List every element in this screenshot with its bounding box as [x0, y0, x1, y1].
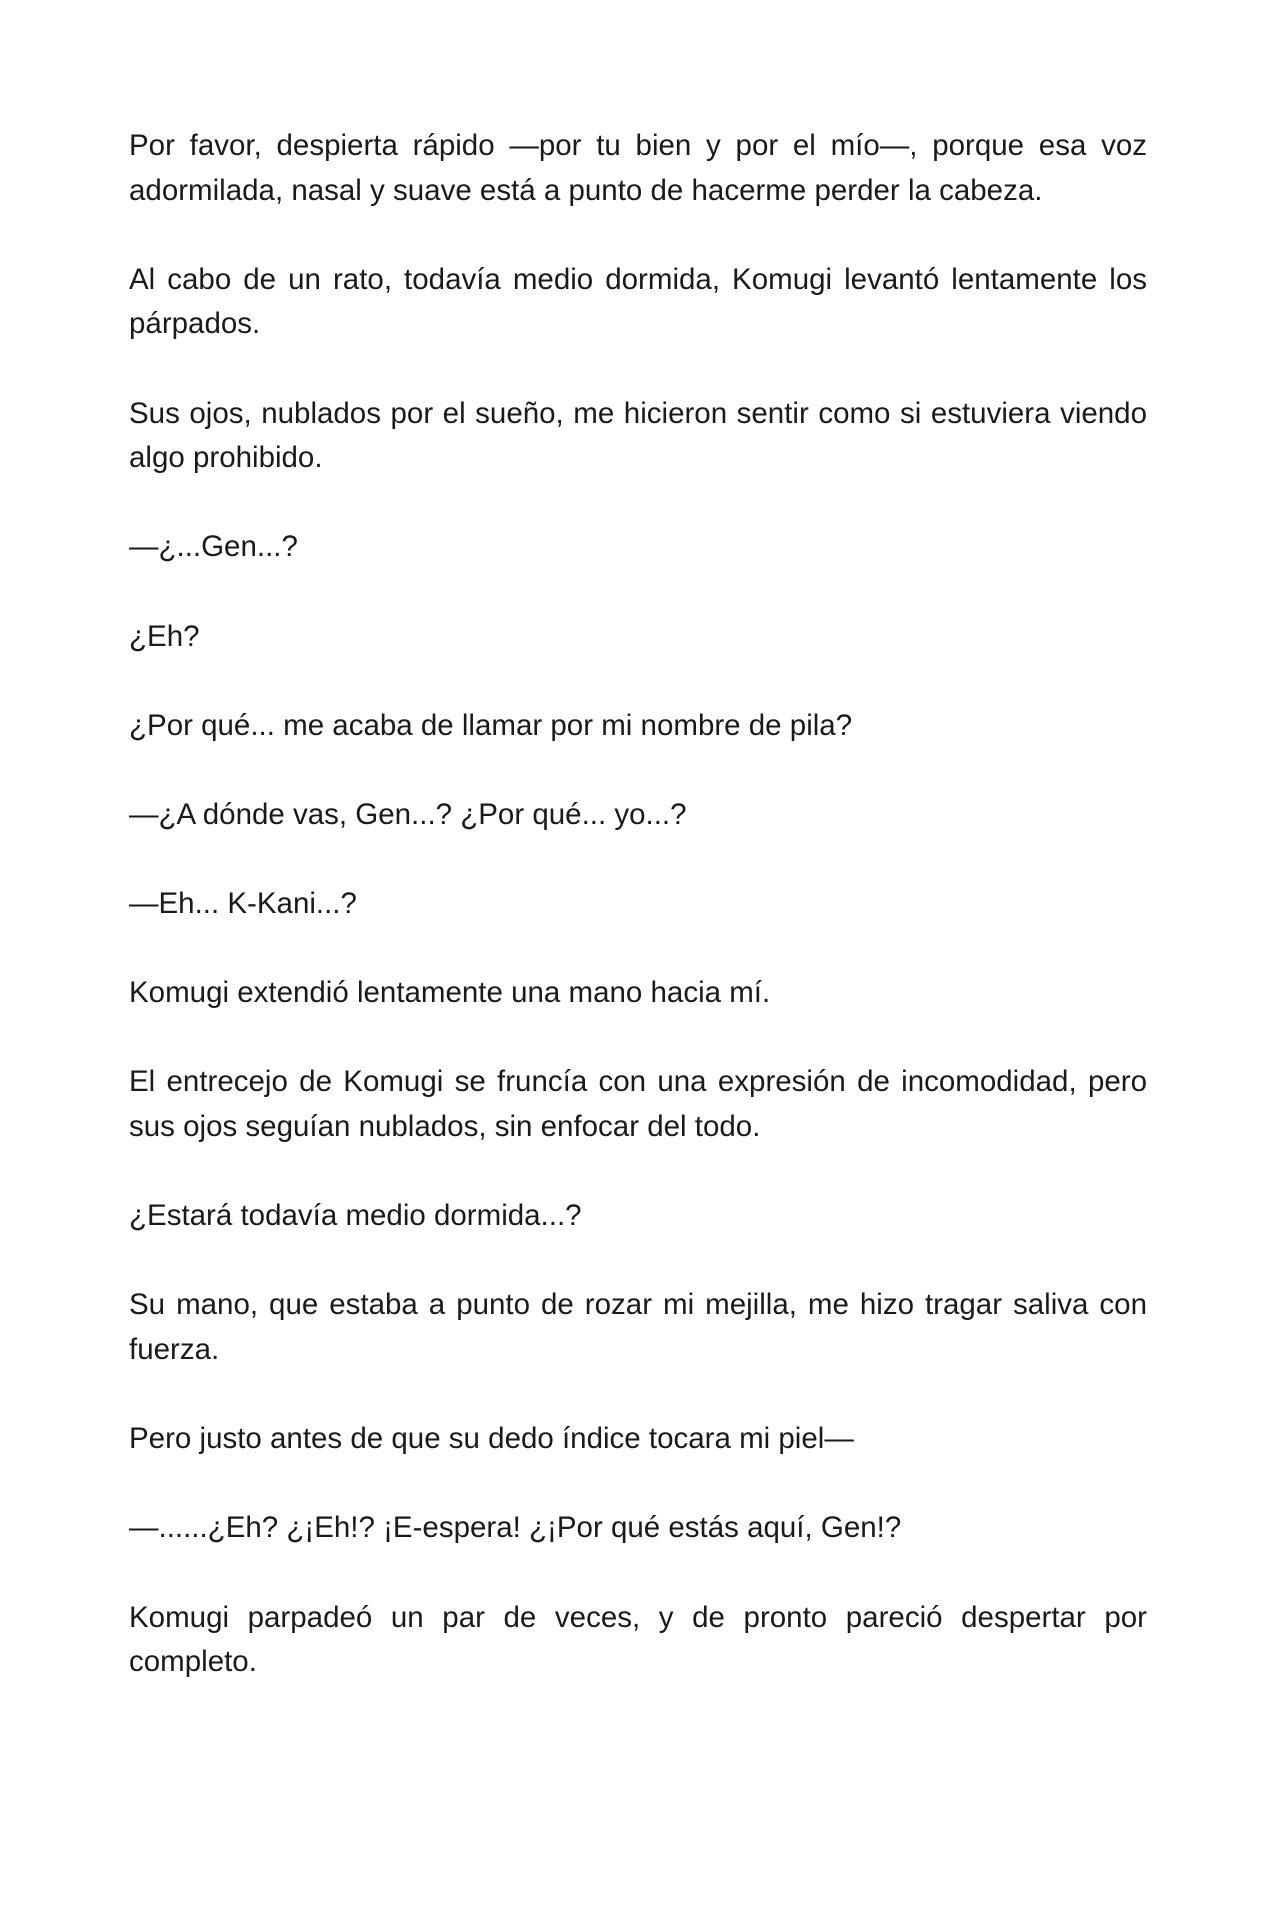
paragraph: ¿Estará todavía medio dormida...?	[129, 1199, 582, 1233]
paragraph: Al cabo de un rato, todavía medio dormida, Komugi levantó lentamente los párpados.	[129, 262, 1147, 341]
paragraph: El entrecejo de Komugi se fruncía con una expresión de incomodidad, pero sus ojos seguían nublados, sin enfocar del todo.	[129, 1065, 1147, 1144]
paragraph: Komugi extendió lentamente una mano hacia mí.	[129, 976, 771, 1010]
paragraph: —¿...Gen...?	[129, 530, 298, 564]
paragraph: Komugi parpadeó un par de veces, y de pronto pareció despertar por completo.	[129, 1600, 1147, 1679]
paragraph: Por favor, despierta rápido —por tu bien y por el mío—, porque esa voz adormilada, nasal y suave está a punto de hacerme perder la cabeza.	[129, 129, 1147, 207]
paragraph: ¿Eh?	[129, 619, 200, 653]
paragraph: Su mano, que estaba a punto de rozar mi mejilla, me hizo tragar saliva con fuerza.	[129, 1288, 1147, 1367]
paragraph: —......¿Eh? ¿¡Eh!? ¡E-espera! ¿¡Por qué estás aquí, Gen!?	[129, 1511, 902, 1545]
document-body	[129, 124, 1147, 1729]
paragraph: —Eh... K-Kani...?	[129, 887, 357, 921]
paragraph: ¿Por qué... me acaba de llamar por mi nombre de pila?	[129, 708, 853, 742]
paragraph: Pero justo antes de que su dedo índice tocara mi piel—	[129, 1422, 854, 1456]
paragraph: Sus ojos, nublados por el sueño, me hicieron sentir como si estuviera viendo algo prohibido.	[129, 396, 1147, 475]
paragraph: —¿A dónde vas, Gen...? ¿Por qué... yo...?	[129, 797, 687, 831]
